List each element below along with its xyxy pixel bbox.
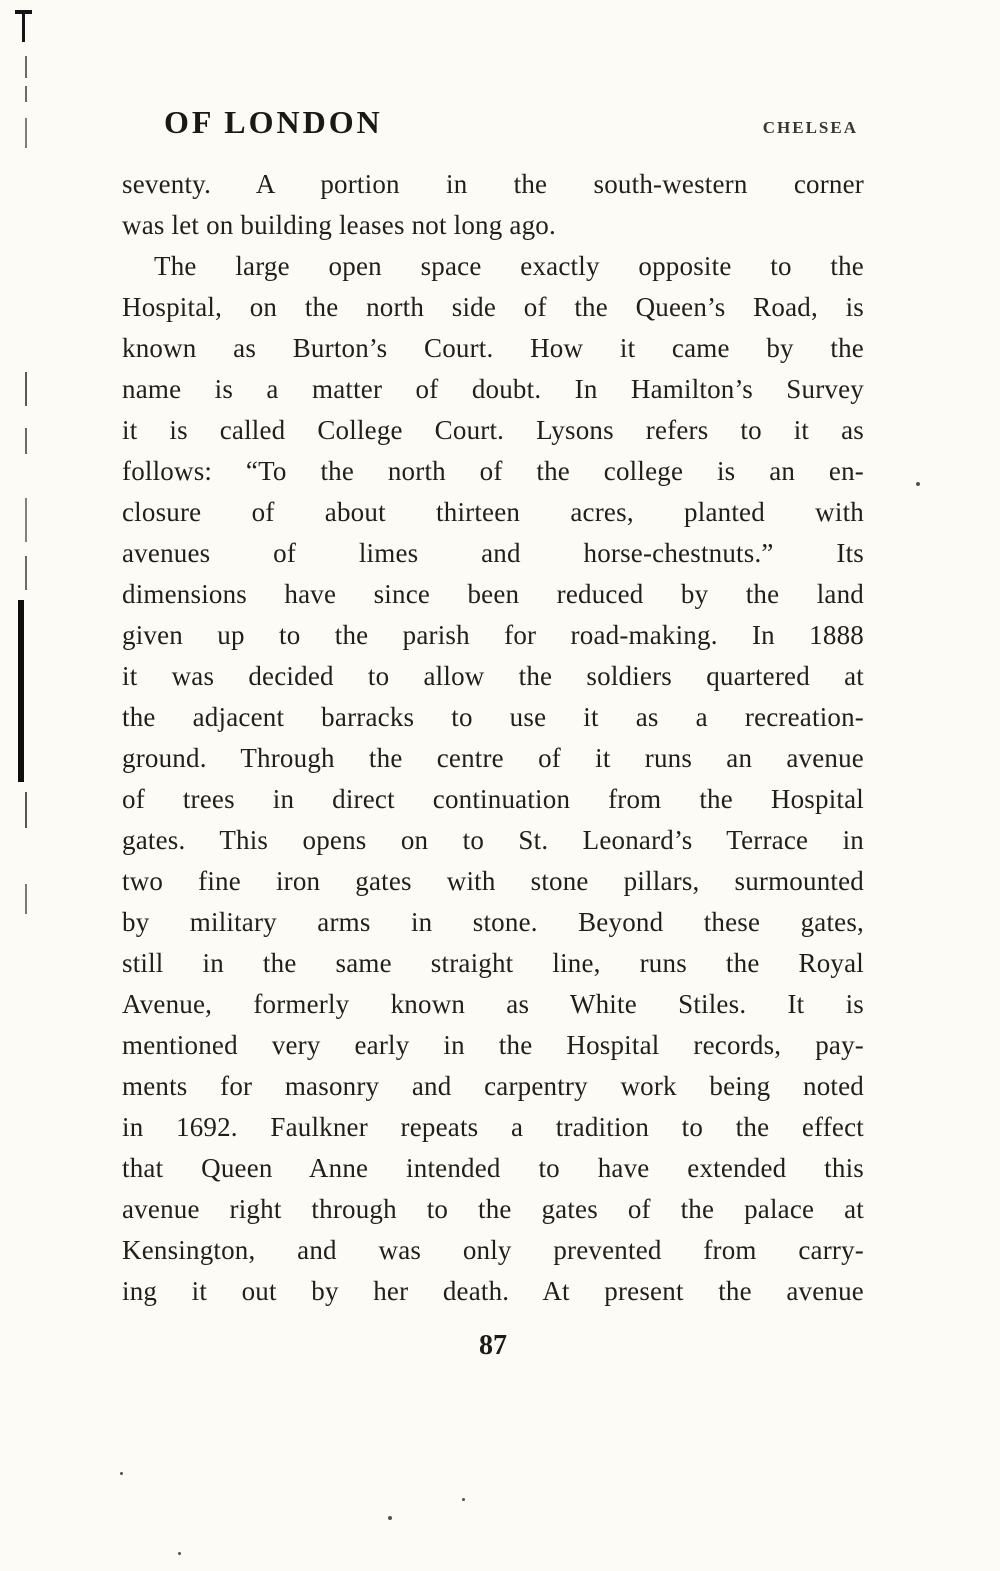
text-line: in 1692. Faulkner repeats a tradition to the effect (122, 1112, 864, 1142)
text-line: gates. This opens on to St. Leonard’s Terrace in (122, 825, 864, 855)
text-line: Hospital, on the north side of the Queen’s Road, is (122, 292, 864, 322)
text-line: ing it out by her death. At present the avenue (122, 1276, 864, 1306)
scan-artifact-dash (25, 792, 27, 828)
text-line: still in the same straight line, runs the Royal (122, 948, 864, 978)
text-line: closure of about thirteen acres, planted with (122, 497, 864, 527)
text-line: known as Burton’s Court. How it came by the (122, 333, 864, 363)
text-line: of trees in direct continuation from the Hospital (122, 784, 864, 814)
running-header (122, 104, 862, 141)
scan-artifact-mark (15, 10, 32, 14)
text-line: avenues of limes and horse-chestnuts.” Its (122, 538, 864, 568)
text-line: was let on building leases not long ago. (122, 210, 556, 240)
scan-artifact-speck (916, 482, 920, 486)
text-line: dimensions have since been reduced by the land (122, 579, 864, 609)
text-line: ments for masonry and carpentry work being noted (122, 1071, 864, 1101)
text-line: given up to the parish for road-making. In 1888 (122, 620, 864, 650)
scan-artifact-dash (25, 884, 27, 914)
scan-artifact-mark (22, 12, 25, 42)
scan-artifact-speck (178, 1552, 181, 1555)
scan-artifact-dash (25, 428, 27, 454)
header-book-title: OF LONDON (164, 104, 383, 140)
text-line: The large open space exactly opposite to the (154, 251, 864, 281)
page-number: 87 (479, 1330, 507, 1361)
text-line: that Queen Anne intended to have extended this (122, 1153, 864, 1183)
scan-artifact-dash (25, 56, 27, 78)
scan-artifact-dash (25, 372, 27, 406)
scan-artifact-dash (25, 556, 27, 590)
scan-artifact-dash (25, 86, 27, 102)
text-line: name is a matter of doubt. In Hamilton’s Survey (122, 374, 864, 404)
scan-artifact-speck (120, 1472, 123, 1475)
text-line: follows: “To the north of the college is an en- (122, 456, 864, 486)
text-line: Kensington, and was only prevented from carry- (122, 1235, 864, 1265)
text-line: it is called College Court. Lysons refers to it as (122, 415, 864, 445)
scan-artifact-speck (388, 1516, 392, 1520)
text-line: by military arms in stone. Beyond these gates, (122, 907, 864, 937)
text-line: Avenue, formerly known as White Stiles. It is (122, 989, 864, 1019)
scan-artifact-dash (25, 498, 27, 542)
text-line: seventy. A portion in the south-western corner (122, 169, 864, 199)
page-body-text (122, 164, 864, 1312)
text-line: mentioned very early in the Hospital records, pay- (122, 1030, 864, 1060)
text-line: two fine iron gates with stone pillars, surmounted (122, 866, 864, 896)
scan-artifact-bar (18, 600, 24, 782)
scan-artifact-speck (462, 1498, 465, 1501)
scan-artifact-dash (25, 118, 27, 148)
text-line: avenue right through to the gates of the palace at (122, 1194, 864, 1224)
text-line: it was decided to allow the soldiers quartered at (122, 661, 864, 691)
text-line: ground. Through the centre of it runs an avenue (122, 743, 864, 773)
header-chapter-title: CHELSEA (762, 118, 858, 137)
text-line: the adjacent barracks to use it as a recreation- (122, 702, 864, 732)
